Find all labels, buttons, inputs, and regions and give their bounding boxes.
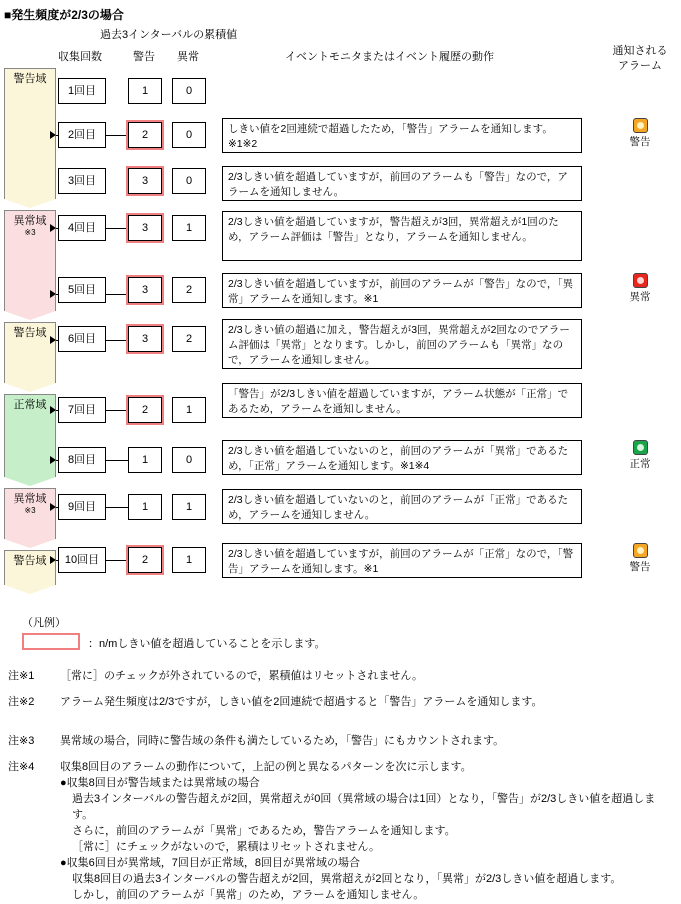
legend-title: （凡例） <box>22 617 66 629</box>
table-row: 10回目 <box>58 547 106 573</box>
detail-line-2: さらに，前回のアラームが「異常」であるため，警告アラームを通知します。 <box>72 825 456 837</box>
zone-note: ※3 <box>24 506 36 515</box>
description-4: 2/3しきい値を超過していますが，警告超えが3回，異常超えが1回のため，アラーム評価は「警告」となり，アラームを通知しません。 <box>222 211 582 261</box>
zone-label: 正常域 <box>13 399 47 411</box>
table-row: 2回目 <box>58 122 106 148</box>
page-title: ■発生頻度が2/3の場合 <box>4 8 124 22</box>
table-row: 3回目 <box>58 168 106 194</box>
table-row: 8回目 <box>58 447 106 473</box>
detail-line-4: 収集8回目の過去3インターバルの警告超えが2回，異常超えが2回となり，「異常」が2/3しきい値を超過します。 <box>72 873 622 885</box>
detail-line-3: ［常に］にチェックがないので，累積はリセットされません。 <box>72 841 380 853</box>
cell-warning-1: 1 <box>128 78 162 104</box>
note-label: 注※1 <box>8 670 35 682</box>
description-8: 2/3しきい値を超過していないのと，前回のアラームが「異常」であるため，「正常」アラームを通知します。※1※4 <box>222 440 582 475</box>
abnormal-alarm-icon <box>633 273 648 288</box>
cell-warning-10: 2 <box>128 547 162 573</box>
cell-warning-4: 3 <box>128 215 162 241</box>
description-7: 「警告」が2/3しきい値を超過していますが，アラーム状態が「正常」であるため，アラームを通知しません。 <box>222 383 582 418</box>
table-row: 6回目 <box>58 326 106 352</box>
alarm-indicator-10 <box>604 543 676 574</box>
zone-warning-1 <box>4 68 56 208</box>
header-warning: 警告 <box>133 51 155 63</box>
description-9: 2/3しきい値を超過していないのと，前回のアラームが「正常」であるため，アラームを通知しません。 <box>222 489 582 524</box>
detail-line-5: しかし，前回のアラームが「異常」のため，アラームを通知しません。 <box>72 889 425 901</box>
cell-abnormal-1: 0 <box>172 78 206 104</box>
legend-threshold-box <box>22 633 80 650</box>
table-row: 9回目 <box>58 494 106 520</box>
header-alarm <box>604 44 676 74</box>
header-abnormal: 異常 <box>177 51 199 63</box>
alarm-indicator-5 <box>604 273 676 304</box>
zone-label: 警告域 <box>13 327 47 339</box>
cell-warning-3: 3 <box>128 168 162 194</box>
cell-warning-2: 2 <box>128 122 162 148</box>
header-action: イベントモニタまたはイベント履歴の動作 <box>285 51 494 63</box>
cell-abnormal-2: 0 <box>172 122 206 148</box>
table-row: 4回目 <box>58 215 106 241</box>
detail-bullet-2: ●収集6回目が異常域，7回目が正常域，8回目が異常域の場合 <box>60 857 360 869</box>
cell-abnormal-10: 1 <box>172 547 206 573</box>
description-6: 2/3しきい値の超過に加え，警告超えが3回，異常超えが2回なのでアラーム評価は「異常」となります。しかし，前回のアラームも「異常」なので，アラームを通知しません。 <box>222 319 582 369</box>
alarm-indicator-8 <box>604 440 676 471</box>
table-row: 5回目 <box>58 277 106 303</box>
header-collection-count: 収集回数 <box>58 51 102 63</box>
cell-abnormal-5: 2 <box>172 277 206 303</box>
cell-warning-9: 1 <box>128 494 162 520</box>
cell-abnormal-3: 0 <box>172 168 206 194</box>
warning-alarm-icon <box>633 543 648 558</box>
cell-warning-7: 2 <box>128 397 162 423</box>
zone-label: 異常域 <box>13 493 47 505</box>
cell-abnormal-6: 2 <box>172 326 206 352</box>
description-10: 2/3しきい値を超過していますが，前回のアラームが「正常」なので，「警告」アラームを通知します。※1 <box>222 543 582 578</box>
header-alarm-line1: 通知される <box>612 45 668 57</box>
table-row: 7回目 <box>58 397 106 423</box>
zone-label: 異常域 <box>13 215 47 227</box>
note-3 <box>8 733 668 749</box>
note-text: アラーム発生頻度は2/3ですが，しきい値を2回連続で超過すると「警告」アラームを通知します。 <box>60 696 543 708</box>
header-accumulated: 過去3インターバルの累積値 <box>100 29 238 41</box>
note-label: 注※3 <box>8 735 35 747</box>
detail-line-1: 過去3インターバルの警告超えが2回，異常超えが0回（異常域の場合は1回）となり，「警告」が2/3しきい値を超過します。 <box>72 793 656 821</box>
note-4-details <box>60 775 672 903</box>
zone-abnormal-2 <box>4 488 56 548</box>
normal-alarm-icon <box>633 440 648 455</box>
alarm-label: 正常 <box>629 458 651 470</box>
cell-warning-6: 3 <box>128 326 162 352</box>
zone-warning-3 <box>4 550 56 594</box>
alarm-label: 警告 <box>629 136 651 148</box>
note-label: 注※4 <box>8 761 35 773</box>
zone-label: 警告域 <box>13 555 47 567</box>
alarm-label: 警告 <box>629 561 651 573</box>
zone-label: 警告域 <box>13 73 47 85</box>
note-4 <box>8 759 668 775</box>
warning-alarm-icon <box>633 118 648 133</box>
zone-abnormal-1 <box>4 210 56 320</box>
legend-text: ：n/mしきい値を超過していることを示します。 <box>88 638 326 650</box>
zone-warning-2 <box>4 322 56 392</box>
note-text: ［常に］のチェックが外されているので，累積値はリセットされません。 <box>60 670 423 682</box>
table-row: 1回目 <box>58 78 106 104</box>
cell-abnormal-7: 1 <box>172 397 206 423</box>
note-text: 収集8回目のアラームの動作について，上記の例と異なるパターンを次に示します。 <box>60 761 472 773</box>
zone-normal-1 <box>4 394 56 486</box>
alarm-indicator-2 <box>604 118 676 149</box>
description-2: しきい値を2回連続で超過したため，「警告」アラームを通知します。※1※2 <box>222 118 582 153</box>
note-2 <box>8 694 673 710</box>
alarm-label: 異常 <box>629 291 651 303</box>
cell-abnormal-8: 0 <box>172 447 206 473</box>
note-label: 注※2 <box>8 696 35 708</box>
cell-abnormal-4: 1 <box>172 215 206 241</box>
cell-abnormal-9: 1 <box>172 494 206 520</box>
cell-warning-8: 1 <box>128 447 162 473</box>
detail-bullet-1: ●収集8回目が警告域または異常域の場合 <box>60 777 260 789</box>
note-text: 異常域の場合，同時に警告域の条件も満たしているため，「警告」にもカウントされます。 <box>60 735 505 747</box>
zone-note: ※3 <box>24 228 36 237</box>
description-5: 2/3しきい値を超過していますが，前回のアラームが「警告」なので，「異常」アラームを通知します。※1 <box>222 273 582 308</box>
note-1 <box>8 668 668 684</box>
description-3: 2/3しきい値を超過していますが，前回のアラームも「警告」なので，アラームを通知しません。 <box>222 166 582 201</box>
header-alarm-line2: アラーム <box>618 60 662 72</box>
cell-warning-5: 3 <box>128 277 162 303</box>
